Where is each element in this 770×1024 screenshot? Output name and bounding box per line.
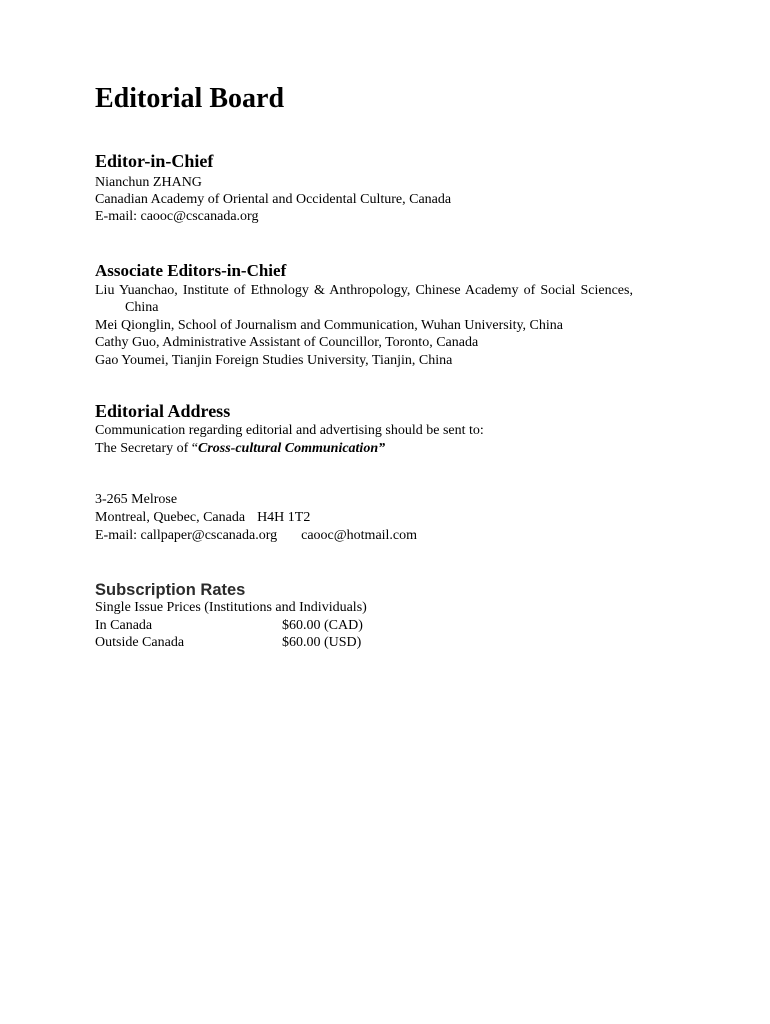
editorial-address-heading: Editorial Address xyxy=(95,401,231,421)
address-email-line xyxy=(95,527,417,545)
page-title: Editorial Board xyxy=(95,83,285,114)
associate-editor-entry-continued: China xyxy=(125,300,159,315)
price-row xyxy=(95,634,495,652)
associate-editor-entry: Cathy Guo, Administrative Assistant of Councillor, Toronto, Canada xyxy=(95,335,479,350)
price-row xyxy=(95,617,495,635)
editorial-address-intro: Communication regarding editorial and advertising should be sent to: xyxy=(95,423,484,438)
price-label: Outside Canada xyxy=(95,635,185,650)
editor-email: E-mail: caooc@cscanada.org xyxy=(95,209,259,224)
secretary-prefix: The Secretary of “ xyxy=(95,441,198,456)
editorial-address-secretary xyxy=(95,440,385,458)
address-city-line xyxy=(95,509,310,527)
journal-name: Cross-cultural Communication” xyxy=(198,441,386,456)
editor-affiliation: Canadian Academy of Oriental and Occidental Culture, Canada xyxy=(95,192,452,207)
editor-in-chief-heading: Editor-in-Chief xyxy=(95,151,214,171)
email-callpaper[interactable]: callpaper@cscanada.org xyxy=(140,528,278,543)
email-caooc-hotmail[interactable]: caooc@hotmail.com xyxy=(301,528,418,543)
address-street: 3-265 Melrose xyxy=(95,492,178,507)
price-label: In Canada xyxy=(95,618,153,633)
associate-editor-entry: Liu Yuanchao, Institute of Ethnology & Anthropology, Chinese Academy of Social Sciences, xyxy=(95,283,633,298)
associate-editor-entry: Mei Qionglin, School of Journalism and Communication, Wuhan University, China xyxy=(95,318,564,333)
address-city: Montreal, Quebec, Canada xyxy=(95,510,246,525)
price-value: $60.00 (USD) xyxy=(282,635,362,650)
associate-editors-heading: Associate Editors-in-Chief xyxy=(95,261,287,280)
price-value: $60.00 (CAD) xyxy=(282,618,363,633)
subscription-intro: Single Issue Prices (Institutions and Individuals) xyxy=(95,600,367,615)
associate-editor-entry: Gao Youmei, Tianjin Foreign Studies University, Tianjin, China xyxy=(95,353,453,368)
subscription-heading: Subscription Rates xyxy=(95,581,246,599)
editor-name: Nianchun ZHANG xyxy=(95,175,202,190)
address-postal-code: H4H 1T2 xyxy=(257,510,311,525)
email-label: E-mail: xyxy=(95,528,137,543)
